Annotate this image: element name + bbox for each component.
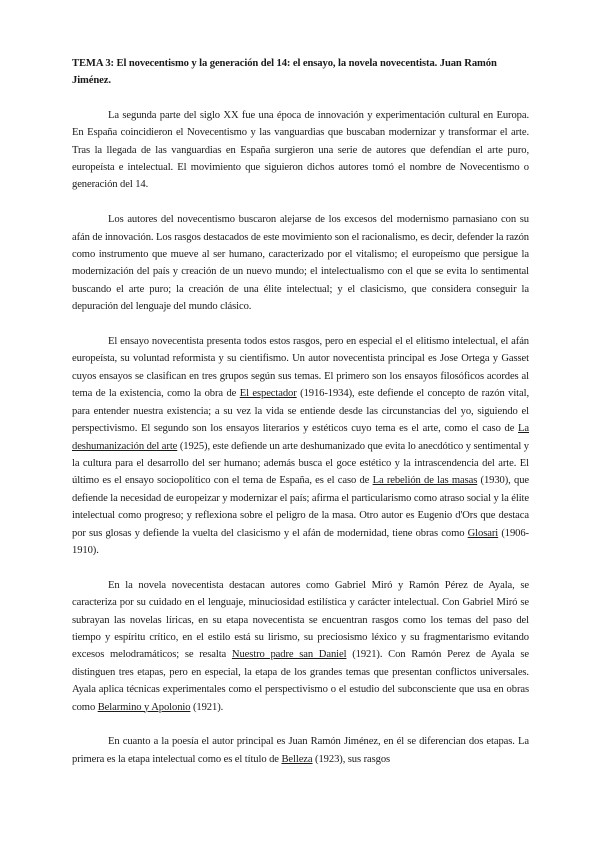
document-body [72,55,529,786]
text-run: En la novela novecentista destacan autores como Gabriel Miró y Ramón Pérez de Ayala, se caracteriza por su cuidado en el lenguaje, minuciosidad estilística y carácter intelectual. Con Gabriel Miró se subrayan las novelas líricas, en su etapa novecentista se encuentran rasgos como los temas del paso del tiempo y espíritu crítico, en el estilo está su lirismo, su preciosismo léxico y su fragmentarismo evitando excesos melodramáticos; se resalta [72,579,529,661]
text-run: (1906-1910). [72,527,529,556]
text-run: (1925), este defiende un arte deshumanizado que evita lo anecdótico y sentimental y la cultura para el desarrollo del ser humano; además busca el goce estético y la intrascendencia del arte. El último es el ensayo sociopolítico con el tema de España, es el caso de [72,440,529,487]
work-title-belarmino: Belarmino y Apolonio [97,701,191,713]
paragraph-novela [72,577,529,716]
text-run: (1921). Con Ramón Perez de Ayala se distinguen tres etapas, pero en especial, la etapa de los grandes temas que presentan conflictos universales. Ayala aplica técnicas experimentales como el perspectivismo o el estudio del subconsciente que usa en obras como [72,649,529,713]
text-run: (1930), que defiende la necesidad de europeizar y modernizar el país; afirma el particularismo como atraso social y la élite intelectual como progreso; y reflexiona sobre el peligro de la masa. Otro autor es Eugenio d'Ors que destaca por sus glosas y defiende la vuelta del clasicismo y el afán de modernidad, tiene obras como [72,475,529,539]
paragraph-ensayo [72,333,529,559]
work-title-la-rebelion: La rebelión de las masas [372,475,478,487]
work-title-belleza: Belleza [281,753,313,765]
text-run: (1923), sus rasgos [312,753,391,765]
work-title-la-deshumanizacion: La deshumanización del arte [72,423,529,452]
document-title: TEMA 3: El novecentismo y la generación del 14: el ensayo, la novela novecentista. Juan Ramón Jiménez. [72,58,497,87]
work-title-el-espectador: El espectador [239,388,297,400]
work-title-glosari: Glosari [467,527,499,539]
text-run: En cuanto a la poesía el autor principal es Juan Ramón Jiménez, en él se diferencian dos etapas. La primera es la etapa intelectual como es el título de [72,736,529,765]
text-run: (1916-1934), este defiende el concepto de razón vital, para entender nuestra existencia; a su vez la vida se entiende desde las circunstancias del yo, siguiendo el perspectivismo. El segundo son los ensayos literarios y estéticos cuyo tema es el arte, como el caso de [72,388,529,435]
paragraph-rasgos: Los autores del novecentismo buscaron alejarse de los excesos del modernismo parnasiano con su afán de innovación. Los rasgos destacados de este movimiento son el racionalismo, es decir, defender la razón como instrumento que mueve al ser humano, caracterizado por el vitalismo; el europeísmo que persigue la modernización del país y creación de un nuevo mundo; el intelectualismo con el que se evita lo sentimental buscando el arte puro; la creación de una élite intelectual; y el clasicismo, que considera conseguir la depuración del lenguaje del mundo clásico. [72,214,529,313]
paragraph-poesia [72,733,529,768]
work-title-nuestro-padre: Nuestro padre san Daniel [231,649,347,661]
text-run: (1921). [190,701,224,713]
text-run: El ensayo novecentista presenta todos estos rasgos, pero en especial el el elitismo intelectual, el afán europeísta, su voluntad reformista y su cientifismo. Un autor novecentista principal es Jose Ortega y Gasset cuyos ensayos se clasifican en tres grupos según sus temas. El primero son los ensayos filosóficos acordes al tema de la existencia, como la obra de [72,336,529,400]
paragraph-intro: La segunda parte del siglo XX fue una época de innovación y experimentación cultural en Europa. En España coincidieron el Novecentismo y las vanguardias que buscaban modernizar y transformar el arte. Tras la llegada de las vanguardias en España surgieron una serie de autores que defendían el arte puro, europeísta e intelectual. El movimiento que siguieron dichos autores tomó el nombre de Novecentismo o generación del 14. [72,109,529,191]
